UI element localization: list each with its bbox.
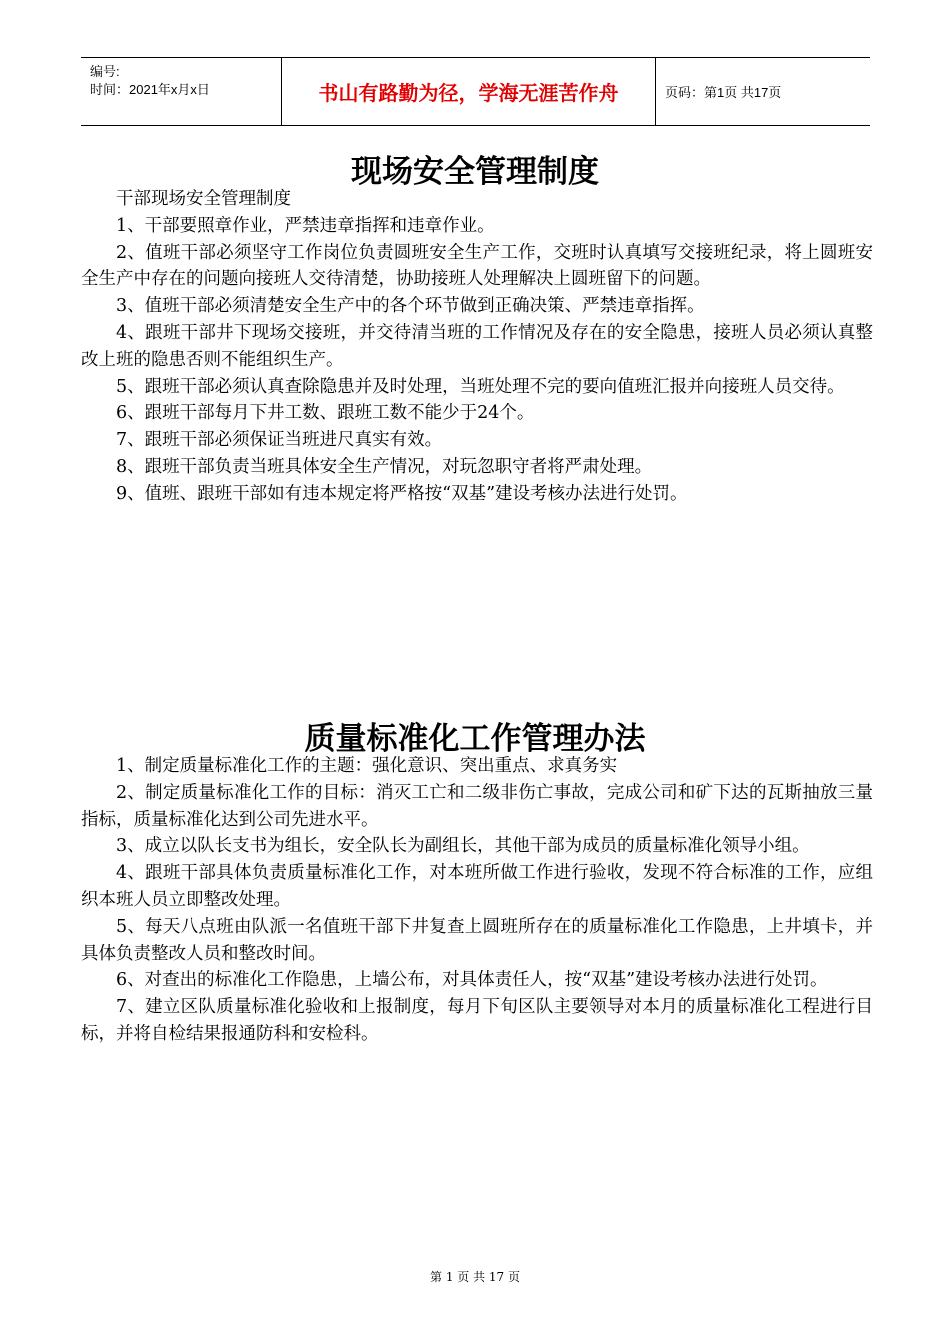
section2-paragraph: 3、成立以队长支书为组长，安全队长为副组长，其他干部为成员的质量标准化领导小组。 — [116, 836, 810, 857]
section1-paragraph: 5、跟班干部必须认真查除隐患并及时处理，当班处理不完的要向值班汇报并向接班人员交待。 — [116, 376, 845, 397]
section2-paragraph: 5、每天八点班由队派一名值班干部下井复查上圆班所存在的质量标准化工作隐患，上井填卡，并具体负责整改人员和整改时间。 — [81, 916, 873, 964]
section1-paragraph: 1、干部要照章作业，严禁违章指挥和违章作业。 — [116, 215, 495, 236]
page-label: 页码：第1页 共17页 — [665, 85, 782, 100]
section1-title: 现场安全管理制度 — [351, 154, 599, 190]
number-label: 编号: — [90, 64, 120, 79]
section1-paragraph: 干部现场安全管理制度 — [116, 189, 291, 209]
header-left-cell — [81, 58, 281, 125]
section1-paragraph: 6、跟班干部每月下井工数、跟班工数不能少于24个。 — [116, 403, 535, 424]
section1-paragraph: 2、值班干部必须坚守工作岗位负责圆班安全生产工作，交班时认真填写交接班纪录，将上圆班安全生产中存在的问题向接班人交待清楚，协助接班人处理解决上圆班留下的问题。 — [81, 242, 873, 290]
section2-title: 质量标准化工作管理办法 — [304, 721, 646, 757]
section2-paragraph: 4、跟班干部具体负责质量标准化工作，对本班所做工作进行验收，发现不符合标准的工作，应组织本班人员立即整改处理。 — [81, 863, 873, 910]
section1-paragraph: 9、值班、跟班干部如有违本规定将严格按“双基”建设考核办法进行处罚。 — [116, 483, 688, 504]
section1-paragraph: 7、跟班干部必须保证当班进尺真实有效。 — [116, 430, 443, 451]
section1-body — [81, 186, 873, 508]
page-footer: 第 1 页 共 17 页 — [430, 1270, 520, 1284]
section2-paragraph: 2、制定质量标准化工作的目标：消灭工亡和二级非伤亡事故，完成公司和矿下达的瓦斯抽放三量指标，质量标准化达到公司先进水平。 — [81, 782, 873, 830]
section2-paragraph: 6、对查出的标准化工作隐患，上墙公布，对具体责任人，按“双基”建设考核办法进行处罚。 — [116, 970, 828, 991]
time-label: 时间：2021年x月x日 — [90, 82, 210, 97]
section2-paragraph: 1、制定质量标准化工作的主题：强化意识、突出重点、求真务实 — [116, 756, 618, 776]
section1-paragraph: 4、跟班干部井下现场交接班，并交待清当班的工作情况及存在的安全隐患，接班人员必须认真整改上班的隐患否则不能组织生产。 — [81, 322, 873, 370]
motto: 书山有路勤为径，学海无涯苦作舟 — [281, 58, 656, 125]
section1-paragraph: 8、跟班干部负责当班具体安全生产情况，对玩忽职守者将严肃处理。 — [116, 456, 653, 477]
document-header — [81, 57, 870, 126]
section2-body — [81, 753, 873, 1048]
section2-paragraph: 7、建立区队质量标准化验收和上报制度，每月下旬区队主要领导对本月的质量标准化工程进行目标，并将自检结果报通防科和安检科。 — [81, 997, 873, 1044]
section1-paragraph: 3、值班干部必须清楚安全生产中的各个环节做到正确决策、严禁违章指挥。 — [116, 296, 705, 317]
